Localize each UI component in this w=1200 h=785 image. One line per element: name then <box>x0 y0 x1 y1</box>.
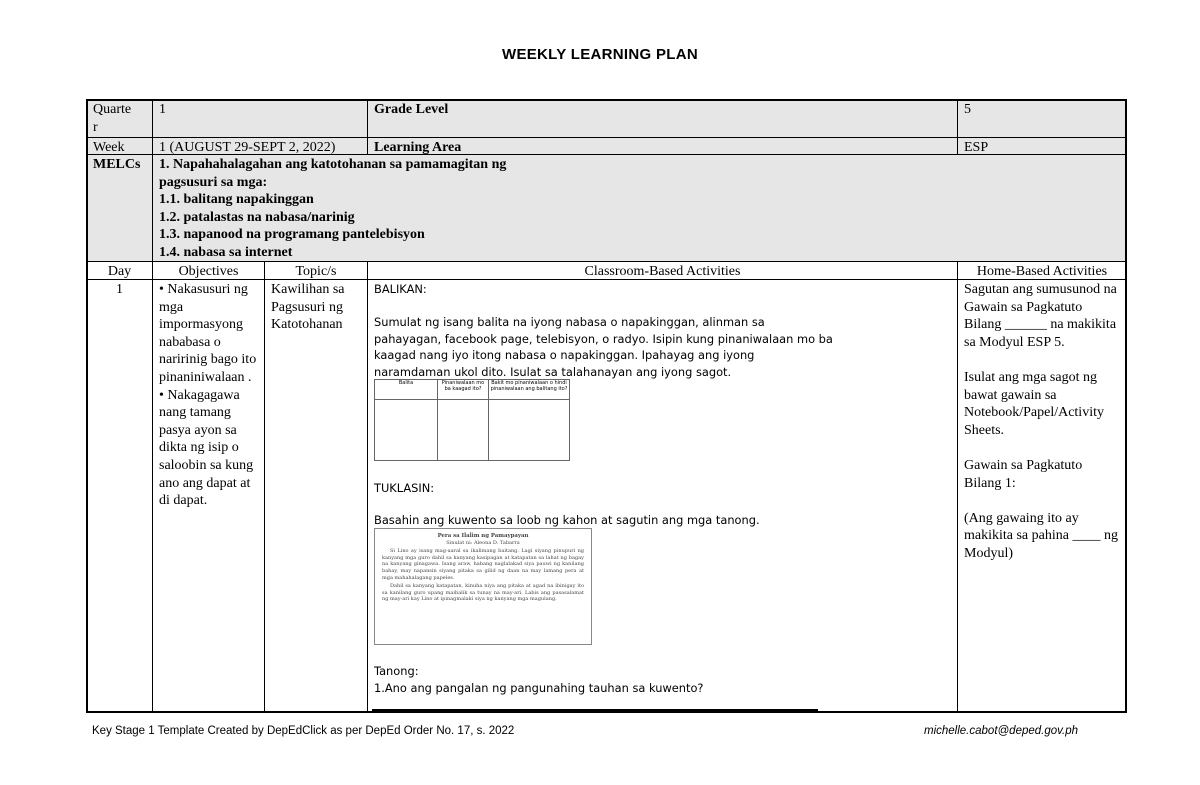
footer-email: michelle.cabot@deped.gov.ph <box>924 725 1079 737</box>
grade-level-value-cell: 5 <box>957 99 1127 138</box>
story-paragraph: Si Lino ay isang mag-aaral sa ikalimang baitang. Lagi siyang pinupuri ng kanyang mga guro dahil sa kanyang kasipagan at katapatan sa lahat ng bagay na kanyang ginagawa. Isang araw, habang naglalakad siya pauwi ng kanilang bahay, may napansin siyang pitaka sa gilid ng daan na may lamang pera at mga mahahalagang papeles. <box>382 548 584 581</box>
story-author: Sinulat ni: Aleona D. Tabarra <box>446 539 520 546</box>
quarter-value-cell: 1 <box>152 99 368 138</box>
melcs-content-cell <box>152 154 1127 262</box>
melcs-label-cell: MELCs <box>86 154 153 262</box>
balikan-heading: BALIKAN: <box>374 282 427 296</box>
balikan-answer-table <box>374 379 570 461</box>
topics-cell: Kawilihan sa Pagsusuri ng Katotohanan <box>264 279 368 713</box>
week-value-cell: 1 (AUGUST 29-SEPT 2, 2022) <box>152 137 368 155</box>
melcs-line: 1. Napahahalagahan ang katotohanan sa pamamagitan ng <box>159 157 507 172</box>
topics-column-header: Topic/s <box>264 261 368 280</box>
story-box <box>374 528 592 645</box>
footer-template-credit: Key Stage 1 Template Created by DepEdClick as per DepEd Order No. 17, s. 2022 <box>92 725 515 737</box>
melcs-line: 1.3. napanood na programang pantelebisyon <box>159 227 425 243</box>
day-cell: 1 <box>86 279 153 713</box>
classroom-activities-column-header: Classroom-Based Activities <box>367 261 958 280</box>
mini-table-header: Balita <box>375 380 438 400</box>
tuklasin-heading: TUKLASIN: <box>374 481 435 495</box>
tuklasin-text: Basahin ang kuwento sa loob ng kahon at sagutin ang mga tanong. <box>374 513 760 527</box>
tanong-heading: Tanong: <box>374 664 419 678</box>
melcs-line: 1.1. balitang napakinggan <box>159 192 314 208</box>
learning-area-value-cell: ESP <box>957 137 1127 155</box>
objectives-cell: • Nakasusuri ng mga impormasyong nababasa o naririnig bago ito pinaniniwalaan . • Nakagagawa nang tamang pasya ayon sa dikta ng isip o saloobin sa kung ano ang dapat at di dapat. <box>152 279 265 713</box>
melcs-line: 1.4. nabasa sa internet <box>159 244 293 260</box>
answer-line <box>372 709 818 711</box>
page-title: WEEKLY LEARNING PLAN <box>501 46 699 63</box>
melcs-line: pagsusuri sa mga: <box>159 174 268 190</box>
tanong-question-1: 1.Ano ang pangalan ng pangunahing tauhan sa kuwento? <box>374 681 704 695</box>
balikan-text: Sumulat ng isang balita na iyong nabasa o napakinggan, alinman sa pahayagan, facebook page, telebisyon, o radyo. Isipin kung pinaniwalaan mo ba kaagad nang iyo itong nabasa o napakinggan. Ipahayag ang iyong naramdaman ukol dito. Isulat sa talahanayan ang iyong sagot. <box>374 315 833 379</box>
home-activities-column-header: Home-Based Activities <box>957 261 1127 280</box>
grade-level-label-cell: Grade Level <box>367 99 958 138</box>
story-title: Pera sa Ilalim ng Pamaypayan <box>437 533 529 539</box>
objectives-column-header: Objectives <box>152 261 265 280</box>
quarter-label-cell: Quarte r <box>86 99 153 138</box>
week-label-cell: Week <box>86 137 153 155</box>
mini-table-header: Pinaniwalaan mo ba kaagad ito? <box>438 380 489 400</box>
learning-area-label-cell: Learning Area <box>367 137 958 155</box>
mini-table-header: Bakit mo pinaniwalaan o hindi pinaniwalaan ang balitang ito? <box>489 380 570 400</box>
home-activities-cell: Sagutan ang sumusunod na Gawain sa Pagkatuto Bilang ______ na makikita sa Modyul ESP 5. Isulat ang mga sagot ng bawat gawain sa Notebook/Papel/Activity Sheets. Gawain sa Pagkatuto Bilang 1: (Ang gawaing ito ay makikita sa pahina ____ ng Modyul) <box>957 279 1127 713</box>
melcs-line: 1.2. patalastas na nabasa/narinig <box>159 209 355 225</box>
story-paragraph: Dahil sa kanyang katapatan, kinuha niya ang pitaka at agad na ibinigay ito sa kanilang guro upang maibalik sa tunay na may-ari. Labis ang pasasalamat ng may-ari kay Lino at ipinagmalaki siya ng kanyang mga magulang. <box>382 583 584 603</box>
day-column-header: Day <box>86 261 153 280</box>
